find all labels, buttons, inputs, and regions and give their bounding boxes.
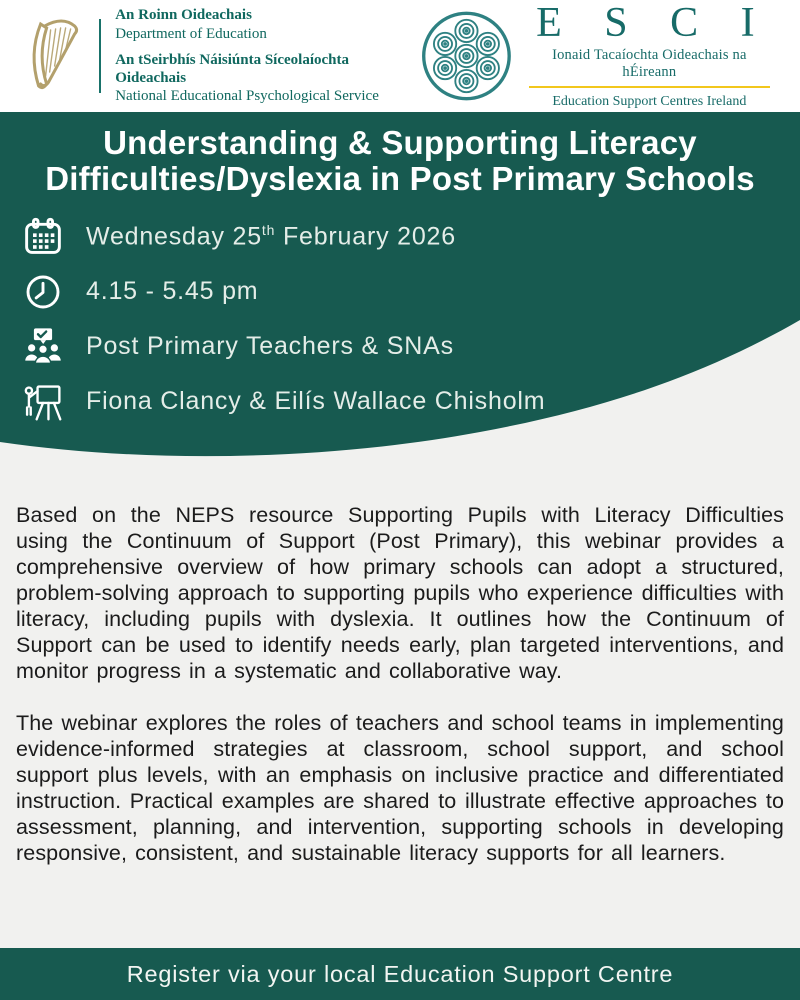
neps-irish-name: An tSeirbhís Náisiúnta Síceolaíochta Oideachais bbox=[115, 51, 349, 87]
description-paragraph-1: Based on the NEPS resource Supporting Pupils with Literacy Difficulties using the Continuum of Support (Post Primary), this webinar provides a comprehensive overview of how primary schools can adopt a structured, problem-solving approach to supporting pupils who experience difficulties with literacy, including pupils with dyslexia. It outlines how the Continuum of Support can be used to identify needs early, plan targeted interventions, and monitor progress in a systematic and collaborative way. bbox=[16, 503, 784, 683]
hero-banner bbox=[0, 112, 800, 470]
event-time: 4.15 - 5.45 pm bbox=[86, 277, 259, 306]
webinar-title: Understanding & Supporting Literacy Difficulties/Dyslexia in Post Primary Schools bbox=[45, 124, 755, 198]
event-presenters: Fiona Clancy & Eilís Wallace Chisholm bbox=[86, 387, 546, 416]
neps-english-name: National Educational Psychological Service bbox=[115, 88, 379, 105]
esci-logo-text bbox=[525, 2, 774, 110]
harp-icon bbox=[24, 14, 85, 98]
dept-irish-name: An Roinn Oideachais bbox=[115, 7, 252, 24]
department-logo-text bbox=[115, 6, 420, 105]
esci-english-name: Education Support Centres Ireland bbox=[552, 94, 747, 109]
audience-row bbox=[22, 326, 800, 368]
esci-logo bbox=[420, 2, 774, 110]
logo-divider bbox=[99, 19, 101, 93]
event-details bbox=[22, 216, 800, 423]
description-paragraph-2: The webinar explores the roles of teachers and school teams in implementing evidence-informed strategies at classroom, school support, and school support plus levels, with an emphasis on inclusive practice and differentiated instruction. Practical examples are shared to illustrate effective approaches to assessment, planning, and intervention, supporting schools in developing responsive, consistent, and sustainable literacy supports for all learners. bbox=[16, 711, 784, 865]
register-text: Register via your local Education Support Centre bbox=[126, 960, 674, 987]
presenter-icon bbox=[22, 381, 64, 423]
esci-yellow-rule bbox=[529, 86, 770, 88]
description-section bbox=[0, 470, 800, 948]
register-banner bbox=[0, 948, 800, 1000]
header bbox=[0, 0, 800, 112]
esci-irish-name: Ionaid Tacaíochta Oideachais na hÉireann bbox=[552, 47, 747, 80]
clock-icon bbox=[22, 271, 64, 313]
date-row bbox=[22, 216, 800, 258]
time-row bbox=[22, 271, 800, 313]
audience-icon bbox=[22, 326, 64, 368]
presenters-row bbox=[22, 381, 800, 423]
calendar-icon bbox=[22, 216, 64, 258]
event-date: Wednesday 25th February 2026 bbox=[86, 221, 456, 251]
esci-acronym: E S C I bbox=[536, 0, 771, 46]
event-audience: Post Primary Teachers & SNAs bbox=[86, 332, 454, 361]
dept-english-name: Department of Education bbox=[115, 25, 267, 42]
department-of-education-logo bbox=[24, 6, 420, 105]
esci-spiral-icon bbox=[420, 9, 513, 103]
